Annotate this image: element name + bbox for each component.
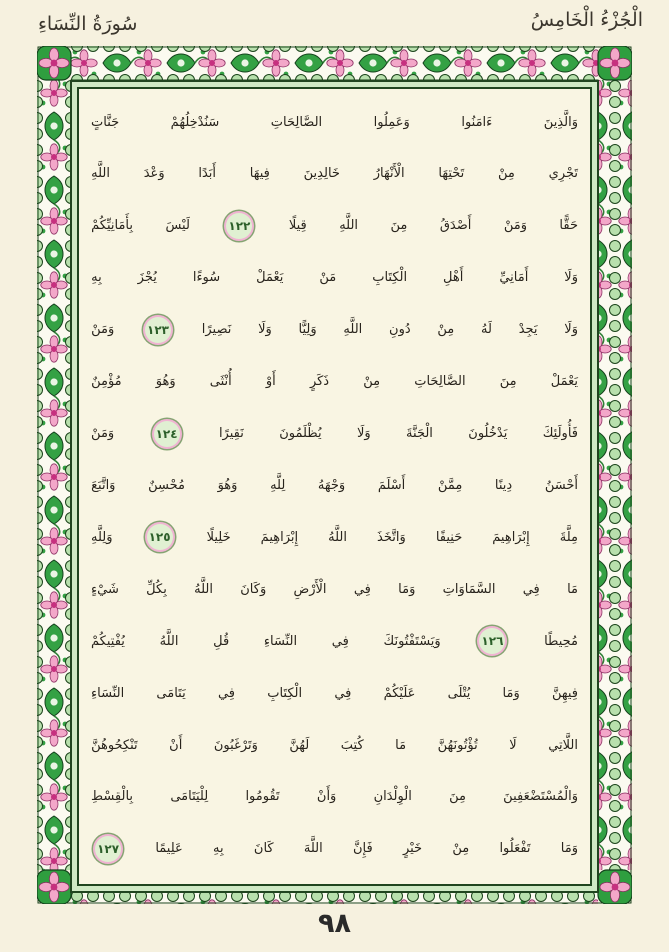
quran-line-13 [91, 720, 578, 770]
word: بِكُلِّ [146, 581, 167, 597]
word: أُنْثَى [209, 374, 232, 390]
word: فِي [522, 581, 540, 597]
word: جَنَّاتٍ [91, 114, 120, 130]
word: أَمَانِيِّ [499, 270, 529, 286]
word: اللَّهِ [339, 218, 359, 234]
word: يُتْلَى [447, 685, 471, 701]
word: وَكَانَ [240, 581, 267, 597]
word: سَنُدْخِلُهُمْ [170, 114, 220, 130]
word: وَهُوَ [155, 374, 176, 390]
word: قِيلًا [288, 218, 307, 234]
word: وَلِلَّهِ [91, 529, 113, 545]
quran-line-1 [91, 97, 578, 147]
word: أَحْسَنُ [544, 477, 578, 493]
word: تَنْكِحُوهُنَّ [91, 737, 138, 753]
word: بِهِ [91, 270, 102, 286]
word: مِنَ [449, 789, 466, 805]
word: اللَّهُ [159, 633, 179, 649]
word: اللَّهُ [328, 529, 348, 545]
word: يَعْمَلْ [550, 374, 578, 390]
word: وَتَرْغَبُونَ [213, 737, 258, 753]
word: مُحْسِنٌ [148, 477, 185, 493]
word: بِالْقِسْطِ [91, 789, 134, 805]
word: وَلَا [564, 322, 578, 338]
quran-text-block [91, 97, 578, 874]
word: وَاتَّبَعَ [91, 477, 116, 493]
word: وَمَنْ [503, 218, 527, 234]
word: وَالَّذِينَ [543, 114, 578, 130]
word: مُحِيطًا [544, 633, 578, 649]
word: وَمَنْ [91, 322, 115, 338]
quran-line-2 [91, 149, 578, 199]
word: وَلَا [258, 322, 272, 338]
word: الْأَرْضِ [293, 581, 327, 597]
verse-end-marker: ١٢٦ [479, 628, 505, 654]
word: أَبَدًا [198, 166, 217, 182]
word: فِي [217, 685, 235, 701]
word: الْكِتَابِ [267, 685, 303, 701]
word: بِأَمَانِيِّكُمْ [91, 218, 133, 234]
quran-line-6 [91, 357, 578, 407]
quran-line-11 [91, 616, 578, 666]
word: حَقًّا [559, 218, 578, 234]
word: اللَّهُ [194, 581, 213, 597]
word: كَانَ [253, 841, 274, 857]
word: مَنْ [319, 270, 337, 286]
word: الصَّالِحَاتِ [414, 374, 466, 390]
word: أَهْلِ [443, 270, 464, 286]
word: الْوِلْدَانِ [373, 789, 412, 805]
word: بِهِ [213, 841, 224, 857]
quran-line-7 [91, 409, 578, 459]
word: دِينًا [494, 477, 513, 493]
word: وَأَنْ [316, 789, 337, 805]
word: النِّسَاءِ [91, 685, 125, 701]
word: تَفْعَلُوا [499, 841, 531, 857]
word: مِنَ [390, 218, 408, 234]
word: الصَّالِحَاتِ [270, 114, 323, 130]
word: لَا [509, 737, 517, 753]
text-frame-inner [77, 87, 592, 886]
word: مِنْ [363, 374, 381, 390]
word: وَعْدَ [143, 166, 165, 182]
word: نَصِيرًا [201, 322, 232, 338]
word: يَدْخُلُونَ [468, 426, 508, 442]
quran-line-4 [91, 253, 578, 303]
word: عَلَيْكُمْ [383, 685, 416, 701]
word: إِبْرَاهِيمَ [260, 529, 299, 545]
verse-end-marker: ١٢٧ [95, 836, 121, 862]
word: يُجْزَ [137, 270, 157, 286]
page-header [0, 6, 669, 44]
word: مَا [395, 737, 407, 753]
quran-line-15 [91, 824, 578, 874]
word: لَهُنَّ [289, 737, 310, 753]
word: فِي [331, 633, 349, 649]
word: أَوْ [265, 374, 276, 390]
word: الْكِتَابِ [372, 270, 408, 286]
word: وَمَا [502, 685, 520, 701]
word: قُلِ [213, 633, 230, 649]
word: وَلَا [564, 270, 578, 286]
word: لَيْسَ [165, 218, 190, 234]
juz-label: الْجُزْءُ الْخَامِسُ [530, 9, 643, 31]
word: مِنْ [452, 841, 470, 857]
word: كُتِبَ [340, 737, 364, 753]
word: أَصْدَقُ [439, 218, 472, 234]
word: وَالْمُسْتَضْعَفِينَ [503, 789, 578, 805]
word: يَجِدْ [518, 322, 538, 338]
quran-line-12 [91, 668, 578, 718]
word: وَمَنْ [91, 426, 115, 442]
word: يَعْمَلْ [256, 270, 284, 286]
word: مِمَّنْ [437, 477, 463, 493]
word: مَا [567, 581, 578, 597]
word: اللَّهِ [343, 322, 363, 338]
word: أَسْلَمَ [377, 477, 406, 493]
surah-title-label: سُورَةُ النِّسَاءِ [38, 13, 138, 35]
word: وَيَسْتَفْتُونَكَ [383, 633, 441, 649]
word: اللَّهِ [91, 166, 110, 182]
word: خَلِيلًا [206, 529, 231, 545]
word: ذَكَرٍ [309, 374, 330, 390]
word: اللَّاتِي [548, 737, 578, 753]
word: مِلَّةَ [559, 529, 578, 545]
verse-end-marker: ١٢٣ [145, 317, 171, 343]
word: إِبْرَاهِيمَ [492, 529, 530, 545]
verse-end-marker: ١٢٥ [147, 524, 173, 550]
word: يُفْتِيكُمْ [91, 633, 125, 649]
word: تَجْرِي [548, 166, 578, 182]
word: مِنْ [437, 322, 455, 338]
word: تُؤْتُونَهُنَّ [437, 737, 478, 753]
quran-line-8 [91, 460, 578, 510]
word: فِي [334, 685, 352, 701]
word: أَنْ [169, 737, 183, 753]
quran-line-10 [91, 564, 578, 614]
word: وَمَا [398, 581, 416, 597]
word: الْأَنْهَارُ [373, 166, 405, 182]
word: يَتَامَى [156, 685, 186, 701]
word: فَإِنَّ [352, 841, 373, 857]
word: لِلْيَتَامَى [170, 789, 209, 805]
word: وَلِيًّا [298, 322, 317, 338]
word: فِي [353, 581, 371, 597]
page-number: ٩٨ [318, 908, 351, 939]
quran-line-5 [91, 305, 578, 355]
word: وَاتَّخَذَ [377, 529, 406, 545]
verse-end-marker: ١٢٤ [154, 421, 180, 447]
word: السَّمَاوَاتِ [442, 581, 496, 597]
text-frame-outer [70, 80, 599, 893]
word: شَيْءٍ [91, 581, 119, 597]
word: اللَّهَ [303, 841, 323, 857]
word: مِنَ [499, 374, 517, 390]
word: وَجْهَهُ [317, 477, 346, 493]
word: الْجَنَّةَ [406, 426, 433, 442]
word: لِلَّهِ [270, 477, 286, 493]
word: عَلِيمًا [155, 841, 183, 857]
verse-end-marker: ١٢٢ [226, 213, 252, 239]
word: تَحْتِهَا [438, 166, 465, 182]
word: فِيهِنَّ [551, 685, 578, 701]
word: يُظْلَمُونَ [279, 426, 322, 442]
word: لَهُ [481, 322, 492, 338]
text-frame-light-band [72, 82, 597, 891]
word: مِنْ [498, 166, 515, 182]
word: وَلَا [356, 426, 371, 442]
quran-line-9 [91, 512, 578, 562]
word: وَعَمِلُوا [373, 114, 410, 130]
word: تَقُومُوا [245, 789, 280, 805]
word: النِّسَاءِ [263, 633, 298, 649]
word: مُؤْمِنٌ [91, 374, 122, 390]
word: وَهُوَ [217, 477, 238, 493]
word: خَالِدِينَ [303, 166, 340, 182]
word: ءَامَنُوا [461, 114, 493, 130]
word: فَأُولَئِكَ [542, 426, 578, 442]
word: خَيْرٍ [402, 841, 423, 857]
quran-line-14 [91, 772, 578, 822]
word: فِيهَا [249, 166, 270, 182]
quran-line-3 [91, 201, 578, 251]
word: وَمَا [560, 841, 578, 857]
word: حَنِيفًا [435, 529, 463, 545]
word: دُونِ [389, 322, 411, 338]
word: نَقِيرًا [218, 426, 244, 442]
word: سُوءًا [192, 270, 221, 286]
